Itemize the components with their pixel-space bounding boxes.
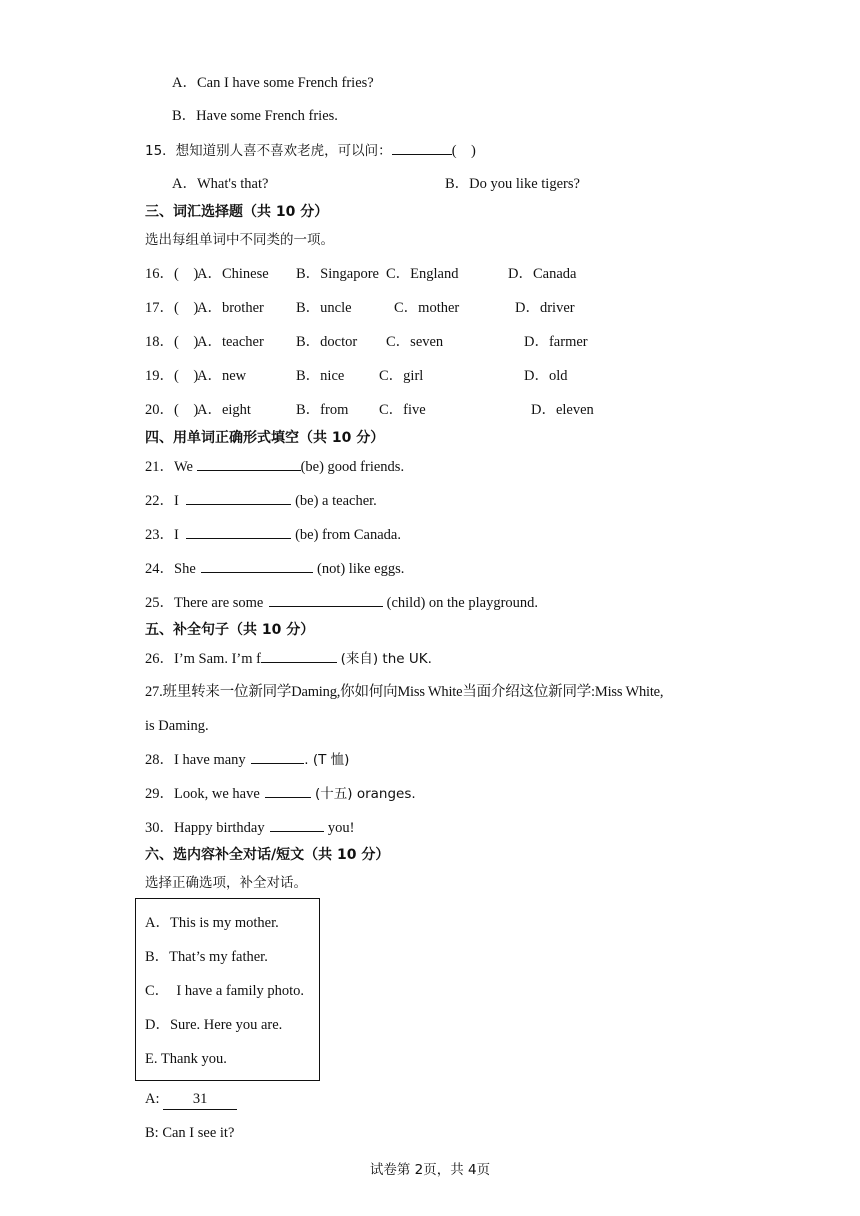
q15-option-a: A．What's that? (172, 176, 269, 192)
q21 (145, 456, 404, 477)
q30-prefix: 30．Happy birthday (145, 820, 265, 836)
q16-option-c: C．England (386, 266, 459, 282)
q14-option-b: B．Have some French fries. (172, 108, 338, 124)
q24 (145, 558, 404, 579)
option-a: A．This is my mother. (145, 915, 279, 931)
q18-option-d: D．farmer (524, 334, 588, 350)
q26 (145, 648, 432, 669)
q26-prefix: 26．I’m Sam. I’m f (145, 651, 261, 667)
q17-num: 17．( ) (145, 300, 199, 316)
dialog-a-label: A: (145, 1091, 160, 1107)
option-e: E. Thank you. (145, 1051, 227, 1067)
q20-option-c: C．five (379, 402, 426, 418)
q26-answer-blank[interactable] (261, 648, 337, 663)
q25-prefix: 25．There are some (145, 595, 264, 611)
q18-option-b: B．doctor (296, 334, 358, 350)
q28-suffix: . (T 恤) (304, 752, 350, 768)
q15-option-b: B．Do you like tigers? (445, 176, 580, 192)
q19-num: 19．( ) (145, 368, 199, 384)
q18-option-c: C．seven (386, 334, 444, 350)
q15-stem (145, 140, 476, 161)
q20-option-d: D．eleven (531, 402, 594, 418)
q14-option-a: A．Can I have some French fries? (172, 75, 374, 91)
q18-option-a: A．teacher (197, 334, 264, 350)
q28-answer-blank[interactable] (251, 749, 304, 764)
q16-option-b: B．Singapore (296, 266, 379, 282)
q23-suffix: (be) from Canada. (295, 527, 401, 543)
q17-option-b: B．uncle (296, 300, 352, 316)
q15-stem-text: 15．想知道别人喜不喜欢老虎，可以问： (145, 143, 392, 159)
section4-heading: 四、用单词正确形式填空（共 10 分） (145, 430, 385, 446)
dialog-a-line (145, 1089, 237, 1110)
q23-answer-blank[interactable] (186, 524, 291, 539)
q29-answer-blank[interactable] (265, 783, 311, 798)
q25-answer-blank[interactable] (269, 592, 383, 607)
q20-option-b: B．from (296, 402, 349, 418)
section6-heading: 六、选内容补全对话/短文（共 10 分） (145, 847, 390, 863)
q19-option-c: C．girl (379, 368, 424, 384)
q19-option-a: A．new (197, 368, 247, 384)
q20-num: 20．( ) (145, 402, 199, 418)
q22-prefix: 22．I (145, 493, 179, 509)
q17-option-c: C．mother (394, 300, 460, 316)
q28-prefix: 28．I have many (145, 752, 246, 768)
q19-option-b: B．nice (296, 368, 345, 384)
option-c: C． I have a family photo. (145, 983, 305, 999)
q17-option-d: D．driver (515, 300, 575, 316)
q22-answer-blank[interactable] (186, 490, 291, 505)
q17-option-a: A．brother (197, 300, 264, 316)
q15-answer-blank[interactable] (392, 140, 452, 155)
option-d: D．Sure. Here you are. (145, 1017, 283, 1033)
q21-suffix: (be) good friends. (300, 459, 405, 475)
q22 (145, 490, 377, 511)
q15-paren: ( ) (451, 143, 476, 159)
q30-answer-blank[interactable] (270, 817, 324, 832)
q16-option-d: D．Canada (508, 266, 577, 282)
q27-line2: is Daming. (145, 718, 209, 734)
q20-option-a: A．eight (197, 402, 251, 418)
section3-heading: 三、词汇选择题（共 10 分） (145, 204, 329, 220)
q24-prefix: 24．She (145, 561, 196, 577)
q30 (145, 817, 354, 838)
section6-instruction: 选择正确选项，补全对话。 (145, 875, 307, 891)
q21-answer-blank[interactable] (197, 456, 301, 471)
q26-suffix: (来自) the UK. (340, 651, 432, 667)
q31-answer-blank[interactable]: 31 (163, 1089, 237, 1110)
q22-suffix: (be) a teacher. (295, 493, 377, 509)
q24-answer-blank[interactable] (201, 558, 313, 573)
q23 (145, 524, 401, 545)
q27-line1: 27.班里转来一位新同学Daming,你如何向Miss White当面介绍这位新同学:Miss White, (145, 684, 664, 700)
q19-option-d: D．old (524, 368, 568, 384)
dialog-b-line: B: Can I see it? (145, 1125, 235, 1141)
q25-suffix: (child) on the playground. (386, 595, 539, 611)
q16-option-a: A．Chinese (197, 266, 269, 282)
q24-suffix: (not) like eggs. (317, 561, 405, 577)
q21-prefix: 21．We (145, 459, 193, 475)
option-b: B．That’s my father. (145, 949, 268, 965)
q23-prefix: 23．I (145, 527, 179, 543)
section5-heading: 五、补全句子（共 10 分） (145, 622, 315, 638)
q28 (145, 749, 349, 770)
page-footer: 试卷第 2页，共 4页 (369, 1162, 491, 1178)
q29-suffix: (十五) oranges. (315, 786, 416, 802)
q25 (145, 592, 538, 613)
q16-num: 16．( ) (145, 266, 199, 282)
section3-instruction: 选出每组单词中不同类的一项。 (145, 232, 334, 248)
q29 (145, 783, 416, 804)
q18-num: 18．( ) (145, 334, 199, 350)
q30-suffix: you! (327, 820, 355, 836)
q29-prefix: 29．Look, we have (145, 786, 260, 802)
